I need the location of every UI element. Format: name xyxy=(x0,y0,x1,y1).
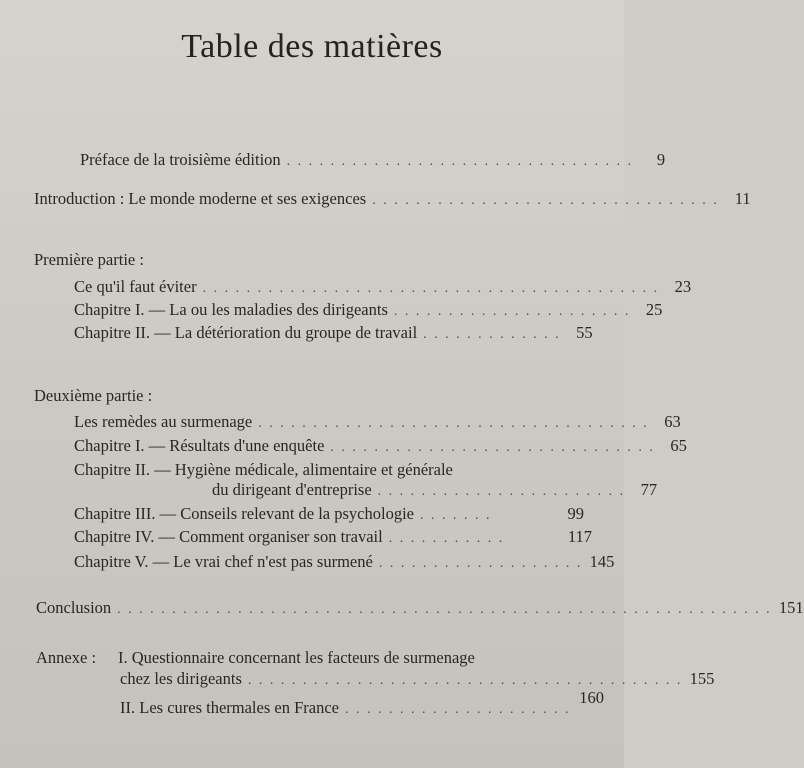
toc-page-number: 25 xyxy=(645,300,663,319)
leader-dots: . . . . . . . . . . . . . . . . . . . . . . . . . . . . . . . . . . . . . . . . . . . . . . . . . . . . . . . . . . . . xyxy=(117,602,772,617)
leader-dots: . . . . . . . . . . . . . . . . . . . . . . . . . . . . . . . . . . . . . . . . xyxy=(247,673,683,688)
toc-entry-text: II. Les cures thermales en France xyxy=(120,698,339,717)
toc-entry-text: Ce qu'il faut éviter xyxy=(74,277,197,296)
toc-entry-text: Préface de la troisième édition xyxy=(80,150,281,169)
leader-dots: . . . . . . . xyxy=(420,508,492,523)
toc-entry-text: I. Questionnaire concernant les facteurs de surmenage xyxy=(118,648,475,667)
toc-entry-text: Chapitre I. — Résultats d'une enquête xyxy=(74,436,325,455)
part-heading: Première partie : xyxy=(34,250,144,269)
leader-dots: . . . . . . . . . . . . . . . . . . . xyxy=(378,556,583,571)
part-heading: Deuxième partie : xyxy=(34,386,153,405)
toc-entry xyxy=(212,480,658,500)
toc-entry-text-continued: chez les dirigeants xyxy=(120,669,242,688)
toc-entry-conclusion xyxy=(36,598,804,618)
toc-entry xyxy=(74,504,584,524)
annexe-label: Annexe : xyxy=(36,648,97,667)
toc-entry xyxy=(74,552,615,572)
toc-page-number: 77 xyxy=(640,480,658,499)
toc-entry xyxy=(74,277,692,297)
toc-entry xyxy=(74,323,593,343)
toc-entry xyxy=(120,669,715,689)
toc-page-number: 160 xyxy=(579,688,604,707)
toc-page-number: 99 xyxy=(567,504,584,523)
leader-dots: . . . . . . . . . . . . . . . . . . . . . . . . . . . . . . xyxy=(330,440,655,455)
toc-page-number: 117 xyxy=(567,527,592,546)
toc-entry-text: Chapitre IV. — Comment organiser son travail xyxy=(74,527,383,546)
toc-page-number: 65 xyxy=(670,436,687,455)
leader-dots: . . . . . . . . . . . . . . . . . . . . . . . . . . . . . . . . xyxy=(372,193,719,208)
toc-entry-text: Conclusion xyxy=(36,598,112,617)
toc-page-number: 11 xyxy=(734,189,751,208)
toc-entry xyxy=(74,300,663,320)
toc-entry-text: Les remèdes au surmenage xyxy=(74,412,253,431)
page-title: Table des matières xyxy=(181,28,443,65)
toc-entry-text: Chapitre V. — Le vrai chef n'est pas surmené xyxy=(74,552,373,571)
toc-entry-text: Chapitre III. — Conseils relevant de la psychologie xyxy=(74,504,414,523)
toc-page-number: 23 xyxy=(674,277,692,296)
toc-entry xyxy=(74,436,687,456)
leader-dots: . . . . . . . . . . . . . . . . . . . . . xyxy=(344,702,571,717)
toc-entry xyxy=(120,688,604,718)
toc-page-number: 9 xyxy=(656,150,666,169)
toc-entry xyxy=(74,412,681,432)
leader-dots: . . . . . . . . . . . . . . . . . . . . . . . . . . . . . . . . xyxy=(286,154,634,169)
leader-dots: . . . . . . . . . . . xyxy=(388,531,505,546)
leader-dots: . . . . . . . . . . . . . . . . . . . . . . . . . . . . . . . . . . . . . . . . . . xyxy=(202,281,660,296)
toc-page-number: 63 xyxy=(664,412,681,431)
toc-entry-text: Chapitre II. — Hygiène médicale, alimentaire et générale xyxy=(74,460,453,479)
toc-page-number: 155 xyxy=(689,669,715,688)
toc-page-number: 151 xyxy=(778,598,804,617)
toc-entry-text: Chapitre I. — La ou les maladies des dirigeants xyxy=(74,300,388,319)
toc-page-number: 55 xyxy=(576,323,593,342)
leader-dots: . . . . . . . . . . . . . xyxy=(423,327,561,342)
toc-entry-text-continued: du dirigeant d'entreprise xyxy=(212,480,372,499)
toc-page-number: 145 xyxy=(589,552,615,571)
toc-entry-preface xyxy=(80,150,666,170)
toc-entry-text: Chapitre II. — La détérioration du groupe de travail xyxy=(74,323,418,342)
leader-dots: . . . . . . . . . . . . . . . . . . . . . . xyxy=(393,304,631,319)
leader-dots: . . . . . . . . . . . . . . . . . . . . . . . . . . . . . . . . . . . . xyxy=(258,416,649,431)
toc-entry-introduction xyxy=(34,189,751,209)
toc-entry-text: Introduction : Le monde moderne et ses exigences xyxy=(34,189,367,208)
leader-dots: . . . . . . . . . . . . . . . . . . . . . . . xyxy=(377,484,626,499)
toc-entry xyxy=(74,527,592,547)
